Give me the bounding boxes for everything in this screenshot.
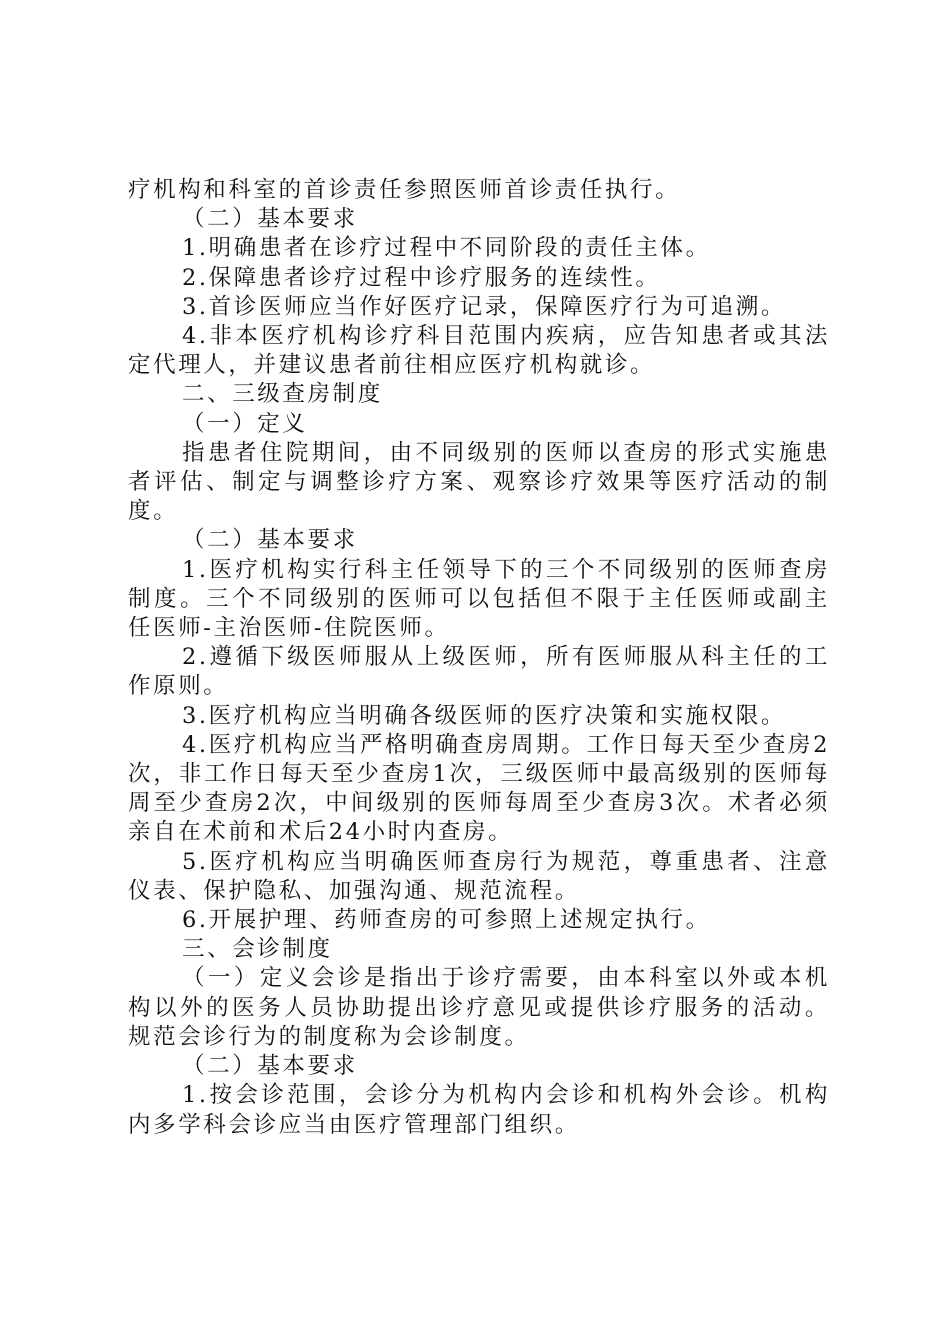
paragraph-consultation-definition: （一）定义会诊是指出于诊疗需要，由本科室以外或本机构以外的医务人员协助提出诊疗意见或提供诊疗服务的活动。规范会诊行为的制度称为会诊制度。	[128, 965, 830, 1050]
list-item: 2.遵循下级医师服从上级医师，所有医师服从科主任的工作原则。	[128, 644, 830, 700]
subheading-basic-requirements: （二）基本要求	[182, 206, 358, 233]
paragraph-continuation: 疗机构和科室的首诊责任参照医师首诊责任执行。	[128, 177, 681, 203]
subheading-basic-requirements: （二）基本要求	[182, 1053, 358, 1080]
list-item: 6.开展护理、药师查房的可参照上述规定执行。	[182, 907, 711, 934]
list-item: 2.保障患者诊疗过程中诊疗服务的连续性。	[182, 264, 661, 291]
list-item: 3.首诊医师应当作好医疗记录，保障医疗行为可追溯。	[182, 293, 786, 320]
list-item: 1.明确患者在诊疗过程中不同阶段的责任主体。	[182, 235, 711, 262]
list-item: 1.按会诊范围，会诊分为机构内会诊和机构外会诊。机构内多学科会诊应当由医疗管理部门组织。	[128, 1082, 830, 1138]
list-item: 4.非本医疗机构诊疗科目范围内疾病，应告知患者或其法定代理人，并建议患者前往相应医疗机构就诊。	[128, 323, 830, 379]
document-body	[128, 176, 830, 1140]
paragraph-definition: 指患者住院期间，由不同级别的医师以查房的形式实施患者评估、制定与调整诊疗方案、观察诊疗效果等医疗活动的制度。	[128, 439, 830, 525]
list-item: 5.医疗机构应当明确医师查房行为规范，尊重患者、注意仪表、保护隐私、加强沟通、规范流程。	[128, 848, 830, 904]
list-item: 4.医疗机构应当严格明确查房周期。工作日每天至少查房2次，非工作日每天至少查房1次，三级医师中最高级别的医师每周至少查房2次，中间级别的医师每周至少查房3次。术者必须亲自在术前和术后24小时内查房。	[128, 731, 830, 846]
subheading-definition: （一）定义	[182, 410, 308, 437]
list-item: 3.医疗机构应当明确各级医师的医疗决策和实施权限。	[182, 702, 786, 729]
section-heading-consultation: 三、会诊制度	[182, 936, 333, 963]
list-item: 1.医疗机构实行科主任领导下的三个不同级别的医师查房制度。三个不同级别的医师可以包括但不限于主任医师或副主任医师-主治医师-住院医师。	[128, 556, 830, 642]
subheading-basic-requirements: （二）基本要求	[182, 527, 358, 554]
section-heading-ward-rounds: 二、三级查房制度	[182, 381, 383, 408]
